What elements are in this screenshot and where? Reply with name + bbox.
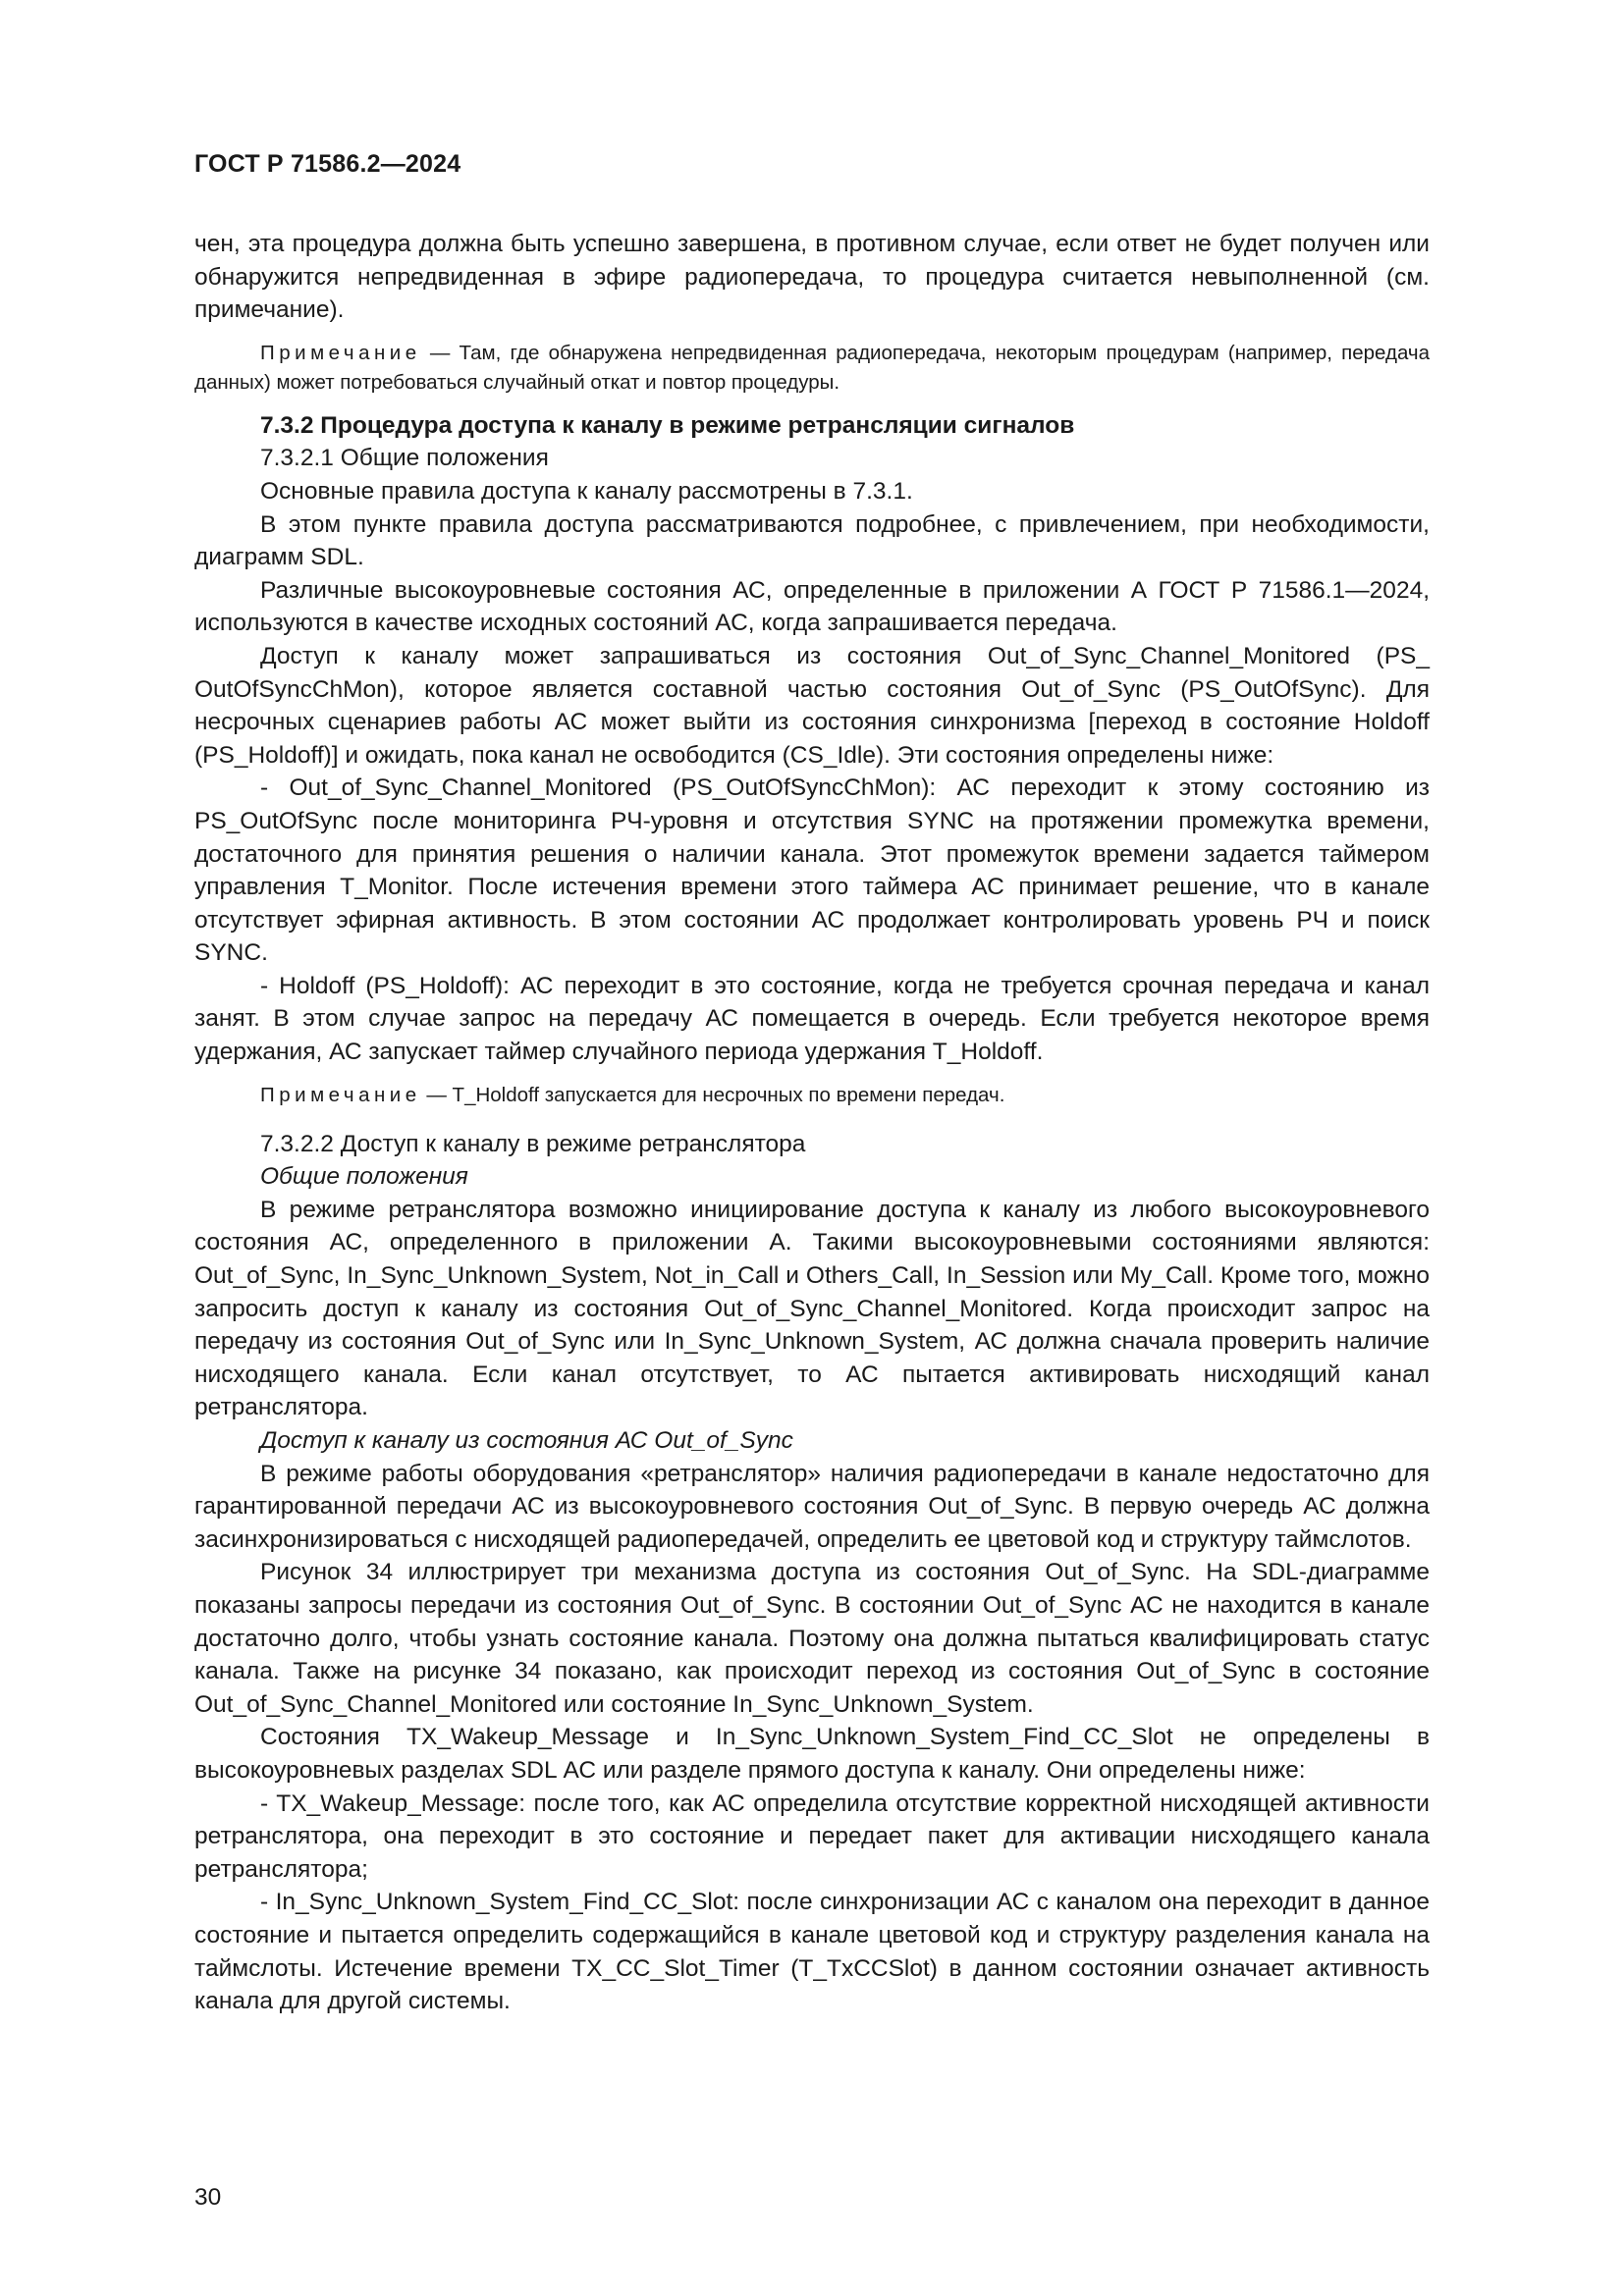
list-item-holdoff: - Holdoff (PS_Holdoff): АС переходит в это состояние, когда не требуется срочная передача и канал занят. В этом случае запрос на передачу АС помещается в очередь. Если требуется некоторое время удержания, АС запускает таймер случайного периода удержания T_Holdoff. [194,972,1430,1066]
list-item-out-of-sync-channel-monitored: - Out_of_Sync_Channel_Monitored (PS_OutOfSyncChMon): АС переходит к этому состоянию из PS_OutOfSync после мониторинга РЧ-уровня и отсутствия SYNC на протяжении промежутка времени, достаточного для принятия решения о наличии канала. Этот промежуток времени задается таймером управления T_Monitor. После истечения времени этого таймера АС принимает решение, что в канале отсутствует эфирная активность. В этом состоянии АС продолжает контролировать уровень РЧ и поиск SYNC. [194,774,1430,967]
paragraph: Доступ к каналу может запрашиваться из состояния Out_of_Sync_Channel_Monitored (PS_ OutOfSyncChMon), которое является составной частью состояния Out_of_Sync (PS_OutOfSync). Для несрочных сценариев работы АС может выйти из состояния синхронизма [переход в состояние Holdoff (PS_Holdoff)] и ожидать, пока канал не освободится (CS_Idle). Эти состояния определены ниже: [194,642,1430,769]
paragraph-continuation: чен, эта процедура должна быть успешно завершена, в противном случае, если ответ не будет получен или обнаружится непредвиденная в эфире радиопередача, то процедура считается невыполненной (см. примечание). [194,231,1430,324]
subsection-heading-7-3-2-2: 7.3.2.2 Доступ к каналу в режиме ретранслятора [260,1130,806,1157]
paragraph: Рисунок 34 иллюстрирует три механизма доступа из состояния Out_of_Sync. На SDL-диаграмме показаны запросы передачи из состояния Out_of_Sync. В состоянии Out_of_Sync АС не находится в канале достаточно долго, чтобы узнать состояние канала. Поэтому она должна пытаться квалифицировать статус канала. Также на рисунке 34 показано, как происходит переход из состояния Out_of_Sync в состояние Out_of_Sync_Channel_Monitored или состояние In_Sync_Unknown_System. [194,1559,1430,1718]
page-number: 30 [194,2184,222,2211]
note-1 [194,339,1430,398]
section-heading-7-3-2: 7.3.2 Процедура доступа к каналу в режиме ретрансляции сигналов [260,411,1075,439]
paragraph: В режиме работы оборудования «ретранслятор» наличия радиопередачи в канале недостаточно для гарантированной передачи АС из высокоуровневого состояния Out_of_Sync. В первую очередь АС должна засинхронизироваться с нисходящей радиопередачей, определить ее цветовой код и структуру таймслотов. [194,1460,1430,1553]
paragraph: Состояния TX_Wakeup_Message и In_Sync_Unknown_System_Find_CC_Slot не определены в высокоуровневых разделах SDL АС или разделе прямого доступа к каналу. Они определены ниже: [194,1724,1430,1784]
paragraph: Основные правила доступа к каналу рассмотрены в 7.3.1. [260,477,913,505]
note-text: — Там, где обнаружена непредвиденная радиопередача, некоторым процедурам (например, передача данных) может потребоваться случайный откат и повтор процедуры. [194,341,1430,394]
paragraph: В этом пункте правила доступа рассматриваются подробнее, с привлечением, при необходимости, диаграмм SDL. [194,510,1430,571]
note-text: — T_Holdoff запускается для несрочных по времени передач. [420,1083,1005,1106]
page-header-standard-id: ГОСТ Р 71586.2—2024 [194,150,461,178]
paragraph: Различные высокоуровневые состояния АС, определенные в приложении А ГОСТ Р 71586.1—2024, используются в качестве исходных состояний АС, когда запрашивается передача. [194,576,1430,637]
note-2 [194,1081,1430,1110]
paragraph: В режиме ретранслятора возможно инициирование доступа к каналу из любого высокоуровневого состояния АС, определенного в приложении А. Такими высокоуровневыми состояниями являются: Out_of_Sync, In_Sync_Unknown_System, Not_in_Call и Others_Call, In_Session или My_Call. Кроме того, можно запросить доступ к каналу из состояния Out_of_Sync_Channel_Monitored. Когда происходит запрос на передачу из состояния Out_of_Sync или In_Sync_Unknown_System, АС должна сначала проверить наличие нисходящего канала. Если канал отсутствует, то АС пытается активировать нисходящий канал ретранслятора. [194,1196,1430,1421]
document-body [194,228,1430,2018]
italic-subheading-general: Общие положения [260,1163,468,1191]
subsection-heading-7-3-2-1: 7.3.2.1 Общие положения [260,445,549,472]
document-page [194,0,1430,2296]
list-item-in-sync-unknown-system-find-cc-slot: - In_Sync_Unknown_System_Find_CC_Slot: после синхронизации АС с каналом она переходит в данное состояние и пытается определить содержащийся в канале цветовой код и структуру разделения канала на таймслоты. Истечение времени TX_CC_Slot_Timer (T_TxCCSlot) в данном состоянии означает активность канала для другой системы. [194,1889,1430,2015]
note-label: Примечание [260,1083,421,1106]
note-label: Примечание [260,341,421,364]
italic-subheading-out-of-sync-access: Доступ к каналу из состояния АС Out_of_Sync [260,1427,793,1454]
list-item-tx-wakeup-message: - TX_Wakeup_Message: после того, как АС определила отсутствие корректной нисходящей активности ретранслятора, она переходит в это состояние и передает пакет для активации нисходящего канала ретранслятора; [194,1789,1430,1883]
